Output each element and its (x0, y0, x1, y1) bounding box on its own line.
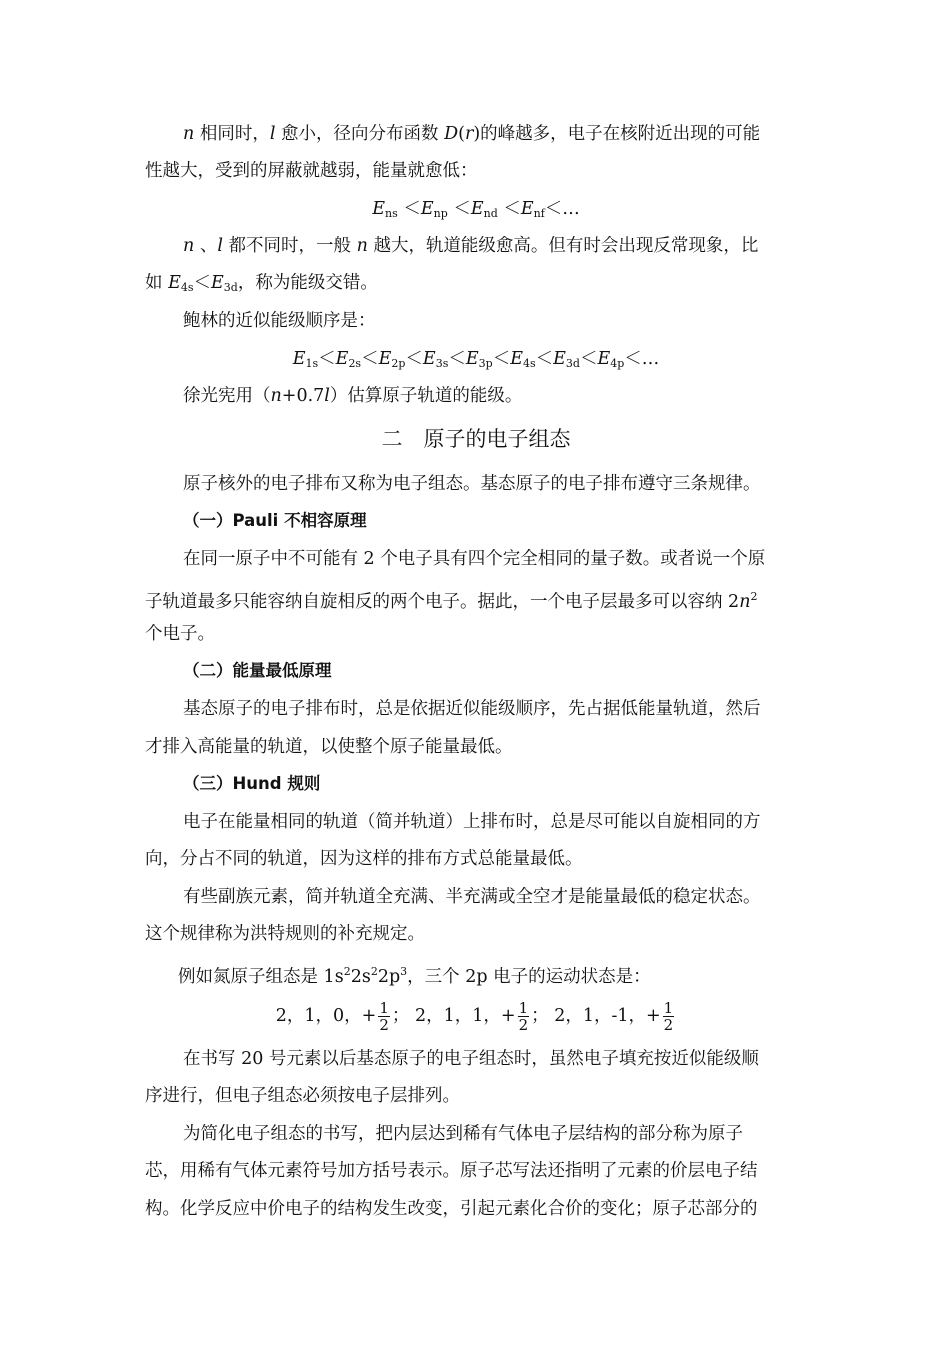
paragraph-line (183, 121, 760, 147)
paragraph-line: 这个规律称为洪特规则的补充规定。 (145, 924, 425, 944)
text: ）估算原子轨道的能级。 (329, 386, 523, 406)
paragraph-line: 向，分占不同的轨道，因为这样的排布方式总能量最低。 (145, 849, 583, 869)
text: 徐光宪用（ (183, 386, 271, 406)
less-than: ＜ (535, 349, 554, 369)
denominator: 2 (379, 1016, 389, 1034)
paragraph-line: 原子核外的电子排布又称为电子组态。基态原子的电子排布遵守三条规律。 (183, 474, 761, 494)
subsection-heading-hund: （三）Hund 规则 (183, 774, 321, 793)
text: ，三个 2p 电子的运动状态是： (407, 967, 651, 987)
paragraph-line: 基态原子的电子排布时，总是依据近似能级顺序，先占据低能量轨道，然后 (183, 699, 761, 719)
numerator: 1 (663, 999, 674, 1017)
paragraph-line (183, 233, 758, 259)
paragraph-line: 电子在能量相同的轨道（简并轨道）上排布时，总是尽可能以自旋相同的方 (183, 812, 761, 832)
less-than: ＜ (492, 349, 511, 369)
quantum-numbers-equation (0, 998, 952, 1034)
variable-l: l (324, 386, 330, 406)
variable-r: r (464, 124, 474, 144)
energy-symbol: E (465, 349, 479, 369)
less-than: ＜ (405, 349, 423, 369)
less-than: ＜ (193, 273, 212, 293)
text: +0.7 (281, 386, 325, 406)
energy-symbol: E (553, 349, 566, 369)
quantum-set: 2，1，-1，+ (554, 1006, 661, 1026)
superscript: 3 (400, 965, 408, 978)
superscript: 2 (750, 590, 758, 603)
less-than: ＜ (397, 199, 421, 219)
subscript: 2s (348, 357, 362, 370)
paragraph-line: 鲍林的近似能级顺序是： (183, 311, 376, 331)
subscript: 1s (305, 357, 319, 370)
denominator: 2 (663, 1016, 674, 1034)
subscript: 4p (610, 357, 625, 370)
paragraph-line: 在书写 20 号元素以后基态原子的电子组态时，虽然电子填充按近似能级顺 (183, 1049, 759, 1069)
paragraph-line: 在同一原子中不可能有 2 个电子具有四个完全相同的量子数。或者说一个原 (183, 549, 766, 569)
energy-symbol: E (470, 199, 484, 219)
paragraph-line (178, 959, 651, 990)
text: 例如氮原子组态是 1s (178, 967, 344, 987)
subscript: 4s (522, 357, 536, 370)
separator: ； (391, 1006, 410, 1026)
numerator: 1 (379, 999, 389, 1017)
text: 愈小，径向分布函数 (275, 124, 445, 144)
less-than: ＜ (447, 199, 471, 219)
text: 相同时， (194, 124, 270, 144)
subsection-heading-lowest-energy: （二）能量最低原理 (183, 661, 332, 680)
variable-n: n (183, 124, 195, 144)
paragraph-line (183, 383, 522, 409)
energy-symbol: E (597, 349, 611, 369)
subscript: 3p (478, 357, 493, 370)
paragraph-line: 芯，用稀有气体元素符号加方括号表示。原子芯写法还指明了元素的价层电子结 (145, 1161, 758, 1181)
less-than: ＜ (361, 349, 379, 369)
text: 如 (145, 273, 169, 293)
energy-symbol: E (520, 199, 534, 219)
energy-symbol: E (422, 349, 436, 369)
paragraph-line: 性越大，受到的屏蔽就越弱，能量就愈低： (145, 161, 478, 181)
separator: ； (531, 1006, 549, 1026)
energy-symbol: E (335, 349, 349, 369)
quantum-set: 2，1，1，+ (414, 1006, 516, 1026)
variable-n: n (739, 592, 751, 612)
variable-D: D (444, 124, 459, 144)
section-title: 二 原子的电子组态 (381, 427, 571, 451)
paragraph-line: 为简化电子组态的书写，把内层达到稀有气体电子层结构的部分称为原子 (183, 1124, 743, 1144)
subscript: 2p (391, 357, 406, 370)
variable-l: l (217, 236, 223, 256)
quantum-set: 2，1，0，+ (275, 1006, 377, 1026)
energy-symbol: E (168, 273, 181, 293)
text: 2p (377, 967, 401, 987)
subscript: ns (385, 207, 398, 220)
variable-n: n (183, 236, 195, 256)
subscript: np (433, 207, 448, 220)
subsection-heading-pauli: （一）Pauli 不相容原理 (183, 511, 367, 530)
less-than: ＜ (448, 349, 466, 369)
text: 子轨道最多只能容纳自旋相反的两个电子。据此，一个电子层最多可以容纳 2 (145, 592, 740, 612)
paragraph-line: 个电子。 (145, 624, 215, 644)
energy-symbol: E (372, 199, 386, 219)
subscript: 4s (180, 281, 194, 294)
ellipsis: ＜… (624, 349, 660, 369)
less-than: ＜ (579, 349, 598, 369)
paragraph-line: 序进行，但电子组态必须按电子层排列。 (145, 1086, 460, 1106)
paragraph-line: 有些副族元素，简并轨道全充满、半充满或全空才是能量最低的稳定状态。 (183, 887, 761, 907)
subscript: 3d (223, 281, 238, 294)
variable-n: n (270, 386, 282, 406)
text: ( (458, 124, 465, 144)
subscript: nd (483, 207, 498, 220)
fraction-one-half (663, 1000, 675, 1033)
paragraph-line: 才排入高能量的轨道，以使整个原子能量最低。 (145, 737, 513, 757)
text: ，称为能级交错。 (237, 273, 378, 293)
denominator: 2 (518, 1016, 529, 1034)
numerator: 1 (518, 999, 529, 1017)
energy-symbol: E (420, 199, 434, 219)
pauling-order-equation (0, 346, 952, 377)
energy-symbol: E (211, 273, 224, 293)
ellipsis: ＜… (544, 199, 580, 219)
subscript: 3d (565, 357, 580, 370)
text: 都不同时，一般 (222, 236, 357, 256)
superscript: 2 (343, 965, 351, 978)
less-than: ＜ (497, 199, 521, 219)
superscript: 2 (370, 965, 378, 978)
paragraph-line: 构。化学反应中价电子的结构发生改变，引起元素化合价的变化；原子芯部分的 (145, 1199, 758, 1219)
paragraph-line (145, 584, 757, 615)
paragraph-line (145, 270, 378, 301)
energy-order-equation (0, 196, 952, 227)
variable-n: n (356, 236, 368, 256)
text: 2s (350, 967, 371, 987)
fraction-one-half (518, 1000, 530, 1033)
less-than: ＜ (318, 349, 336, 369)
variable-l: l (269, 124, 276, 144)
text: )的峰越多，电子在核附近出现的可能 (473, 124, 761, 144)
energy-symbol: E (378, 349, 392, 369)
subscript: nf (533, 207, 545, 220)
subscript: 3s (435, 357, 449, 370)
text: 、 (194, 236, 218, 256)
fraction-one-half (378, 1000, 390, 1033)
energy-symbol: E (292, 349, 306, 369)
text: 越大，轨道能级愈高。但有时会出现反常现象，比 (367, 236, 759, 256)
energy-symbol: E (510, 349, 523, 369)
